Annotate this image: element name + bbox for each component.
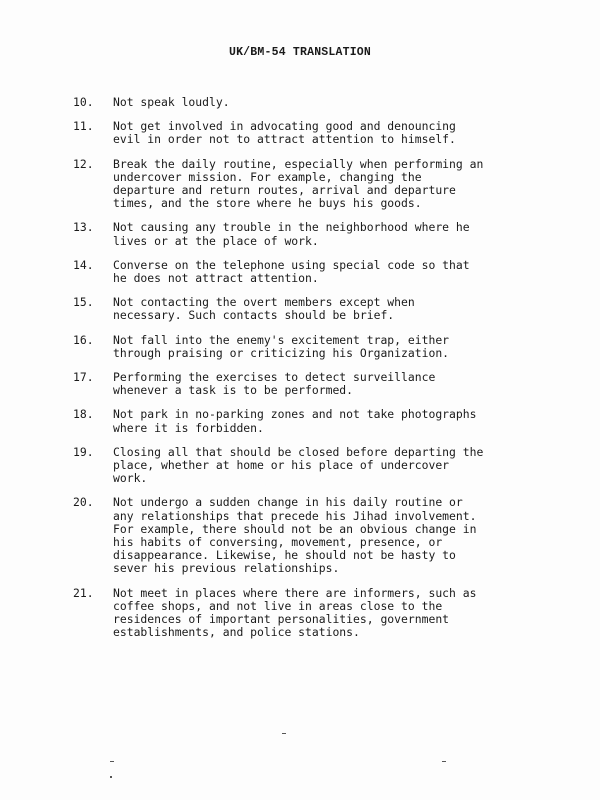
- item-text: Not get involved in advocating good and denouncing evil in order not to attract attention to himself.: [113, 119, 456, 147]
- item-text: Break the daily routine, especially when performing an undercover mission. For example, changing the departure and return routes, arrival and departure times, and the store where he buys his goods.: [113, 156, 484, 211]
- item-number: 20.: [73, 495, 94, 510]
- scan-speck: [110, 776, 112, 778]
- rules-list: [73, 96, 573, 640]
- list-item: [73, 158, 573, 211]
- scan-speck: [110, 761, 114, 762]
- item-number: 18.: [73, 407, 94, 422]
- list-item: [73, 446, 573, 486]
- item-number: 13.: [73, 220, 94, 235]
- list-item: [73, 221, 573, 247]
- list-item: [73, 587, 573, 640]
- item-text: Not park in no-parking zones and not take photographs where it is forbidden.: [113, 407, 477, 435]
- list-item: [73, 96, 573, 109]
- item-text: Performing the exercises to detect surveillance whenever a task is to be performed.: [113, 370, 436, 398]
- item-number: 16.: [73, 332, 94, 347]
- item-text: Not causing any trouble in the neighborhood where he lives or at the place of work.: [113, 220, 470, 248]
- list-item: [73, 408, 573, 434]
- item-number: 19.: [73, 444, 94, 459]
- item-number: 11.: [73, 119, 94, 134]
- item-text: Not meet in places where there are informers, such as coffee shops, and not live in areas close to the residences of important personalities, government establishments, and police stations.: [113, 585, 477, 640]
- item-text: Not fall into the enemy's excitement trap, either through praising or criticizing his Organization.: [113, 332, 450, 360]
- list-item: [73, 496, 573, 575]
- item-number: 17.: [73, 370, 94, 385]
- item-number: 21.: [73, 585, 94, 600]
- item-number: 10.: [73, 95, 94, 109]
- list-item: [73, 334, 573, 360]
- scan-speck: [282, 733, 286, 734]
- scan-speck: [442, 761, 446, 762]
- list-item: [73, 296, 573, 322]
- item-number: 15.: [73, 295, 94, 310]
- item-text: Closing all that should be closed before departing the place, whether at home or his place of undercover work.: [113, 444, 484, 486]
- document-title: UK/BM-54 TRANSLATION: [228, 46, 372, 59]
- item-number: 12.: [73, 156, 94, 171]
- item-text: Not undergo a sudden change in his daily routine or any relationships that precede his Jihad involvement. For example, there should not be an obvious change in his habits of conversing, movement, presence, or disappearance. Likewise, he should not be hasty to sever his previous relationships.: [113, 495, 477, 576]
- item-text: Converse on the telephone using special code so that he does not attract attention.: [113, 257, 470, 286]
- list-item: [73, 120, 573, 146]
- item-text: Not speak loudly.: [113, 95, 230, 109]
- item-number: 14.: [73, 257, 94, 272]
- list-item: [73, 259, 573, 285]
- list-item: [73, 371, 573, 397]
- item-text: Not contacting the overt members except when necessary. Such contacts should be brief.: [113, 295, 415, 323]
